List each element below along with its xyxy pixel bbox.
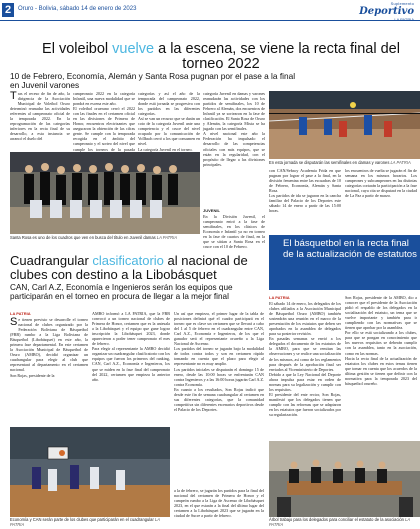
volleyball-caption-2: En esta jornada se disputarán las semifinales en damas y varones LA PATRIA: [269, 160, 411, 165]
volleyball-team-photo: [10, 152, 200, 234]
basketball-caption-1: Economía y CAN serán parte de los clubes que participarán en el cuadrangular LA PATRIA: [10, 517, 160, 527]
headline-accent: vuelve: [112, 41, 155, 57]
statutes-col-2: Son Rojas, presidente de la AMBO, dio a conocer que el presidente de la Asociación pidió el respaldo de los delegados en la socialización del estatuto, un tema que se vuelve importante y también para ir cumpliendo con las normativas que se tienen que aprobar por la asamblea. Por ello se está socializando a los clubes, para que se pongan en conocimiento que los nuevos requisitos se deberán cumplir con la asamblea, tanto en la asociación, como en las normas. Hacia la recta final de la actualización de estatutos los clubes en estos temas tienen que tomar en cuenta que los acuerdos de la última gestión se tienen que definir con la normativa para la temporada 2023 del básquetbol orureño.: [345, 295, 417, 386]
page-number: 2: [2, 3, 14, 17]
volleyball-col-2: campeonato 2022 en la categoría Infantil, una nueva modalidad que se pondrá en escena este año. El voleibol oruerano cerró el 2022 con las finales en el certamen oficial en las divisiones de Primera de Honor, encuentros electrizantes que aseguraron la obtención de las cifras gente. Se cumple con la temporada recogida en el ámbito del campeonato y el sorteo del nivel que cumple los torneos de la pasada: [73, 91, 135, 152]
volleyball-col-6: los encuentros de vuelta se jugarán el fin de semana en los mismos horarios. Los campeones y subcampeones en las distintas categorías cortarán la participación a la fase nacional, cuya cita se disputará en la ciudad de La Paz a partir de marzo.: [345, 168, 417, 199]
volleyball-subhead: 10 de Febrero, Economía, Alemán y Santa Rosa pugnan por el pase a la final en Juvenil varones: [10, 71, 296, 91]
volleyball-col-4b: En la División Juvenil, el campeonato entró a la fase de semifinales, en los clásicos de Economía e Infantil ya no en torneo en la fase de cuartos de final, en la que se sitúan a Santa Rosa en el cruce con el 10 de Febrero.: [203, 214, 265, 250]
delegates-meeting-photo: [269, 441, 420, 517]
volleyball-col-1: Tras el receso de fin de año, la dirigencia de la Asociación Municipal de Voleibol Oruro determinó reanudar las actividades referentes al campeonato oficial de la temporada 2022. En la reprogramación de las categorías inferiores en la recta final de su desarrollo, a esta instancia se arrancó el duelo del: [10, 90, 70, 142]
statutes-col-1: El sábado 14 de enero, los delegados de los clubes afiliados a la Asociación Municipal de Básquetbol Oruro (AMBO) también sostendrán una reunión en el marco de la presentación de los estatutos que deben ser aprobados en la asamblea de delegados para su posterior revisión. En pasadas semanas se envió a los delegados el documento de los estatutos de la AMBO, para que se remitan las observaciones y se realice una socialización de los mismos, así como de los reglamentos para después de la aprobación final ser enviados al Viceministerio de Deportes. Debido a que la Ley Nacional del Deporte ahora impulsa para estar en orden de normas para su legalización y cumplir con los requisitos. El presidente del ente rector, Son Rojas, manifestó que los delegados tienen que cumplir con las reformas que se adaptaron en los estatutos que fueron socializados por su regularización.: [269, 301, 341, 418]
dateline: Oruro - Bolivia, sábado 14 de enero de 2023: [18, 6, 137, 12]
brand-name: Deportivo: [359, 6, 414, 17]
juvenil-kicker: JUVENIL: [203, 208, 220, 213]
basketball-col-2: AMBO informó a LA PATRIA, que la FBB convocó a un torneo nacional de clubes de Primera de Honor, certamen que es la antesala a la Libobásquet y el equipo que gane lograr inscripción la Libobásquet 2023, donde aparecieron a poder tener campeonato el mes de febrero. Para elegir al representante la AMBO decidió organizar un cuadrangular clasificatorio con los equipos que fueron los primeros del ranking, CAN, Carl A.Z., Economía e Ingenieros, los que se miden en la fase final del campeonato del 2022, certamen que empieza la anterior año.: [92, 311, 171, 382]
basketball-byline: LA PATRIA: [10, 311, 31, 316]
supplement-label: Suplemento: [390, 1, 414, 6]
volleyball-col-4: categoría Juvenil en damas y varones reanudarán las actividades con los partidos de semifinales, los 10 de Febrero al Alemán, dos encuentros de Infantil ya se sortearon en la fase de clasificación. El Santa Rosa de Oruro y Alemán, la categoría Mixta se ha jugado con las semifinales. A nivel nacional este año la Federación ha impulsado el desarrollo de las competencias oficiales con más equipos, que se están en la regularidad, con el propósito de llegar a las divisiones principales.: [203, 91, 265, 167]
volleyball-headline: El voleibol vuelve a la escena, se viene la recta final del torneo 2022: [42, 41, 400, 72]
basketball-col-3: Un así que empieza, el primer lugar de la tabla de posiciones definirá qué el cuadro participará en el torneo que es clave un certamen que se llevará a cabo del 1 al 5 de febrero en el cuadrangular entre CAN, Carl A.Z., Economía e Ingenieros, de los que el ganador será el representante orureño a la Liga Nacional de Ascenso. Los partidos del torneo se jugarán bajo la modalidad de todos contra todos y son en certamen rápido tomando en cuenta que el plazo para elegir al representante no es muy amplio. Los partidos iniciales se disputarán el domingo 15 de enero, desde las 10:00 horas se enfrentarán CAN contra Ingenieros y a las 16:00 horas jugarán Carl A.Z. contra Economía. En cuanto a los resultados, Son Rojas indicó que desde este fin de semana cuadrangular al certamen en sus diferentes categorías, que la comunidad competitiva sin diferentes escenarios deportivos desde el Palacio de los Deportes.: [174, 311, 264, 412]
volleyball-col-3: categorías y así el año de la temporada del campeonato 2022, donde está jornada se progresiva con los partidos en las diferentes categorías. Así se van un recurso que se darán un coto de la categoría Juvenil ante una competencia y el cruce del nivel ocupado por la comunicación de Vollbach cerró a los que consumen en nivel. La categoría Juvenil en el torneo.: [138, 91, 200, 152]
volleyball-caption-1: Santa Rosa es uno de los cuadros que ven en busca del título en Juvenil damas LA PATRIA: [10, 235, 177, 240]
page-header: [0, 0, 420, 22]
headline-accent: clasificatorio: [92, 253, 164, 268]
drop-cap: S: [10, 316, 18, 328]
volleyball-col-5: con CAN/Sebacy Academia Frida en que pugnan por lograr el pase a la final, en la división femenina entre las escuadras de 10 de Febrero, Economía, Alemán y Santa Rosa. Los partidos de ida se jugaron en la cancha familiar del Palacio de los Deportes este sábado 14 de enero a partir de las 15:00 horas.: [269, 168, 341, 214]
basketball-subhead: CAN, Carl A.Z, Economía e Ingenieros serán los equipos que participarán en el torneo en procura de llegar a la mejor final: [10, 283, 233, 301]
drop-cap: T: [10, 90, 17, 102]
basketball-statutes-title: El básquetbol en la recta final de la actualización de estatutos: [283, 238, 417, 260]
supplement-logo: [324, 1, 414, 21]
basketball-game-photo: [10, 427, 170, 517]
statutes-byline: LA PATRIA: [269, 295, 290, 300]
volleyball-match-photo: [269, 91, 420, 159]
header-rule: [0, 20, 420, 21]
basketball-col-1: Se tienen previsto se desarrolle el torneo nacional de clubes organizado por la Federación Boliviana de Básquetbol (FBB) rumbo a la Liga Boliviana de Básquetbol (Libobásquet) en este año, la primera fase departamental. En este certamen la Asociación Municipal de Básquetbol de Oruro (AMBO), decidió organizar un cuadrangular para elegir al club que representará al departamento en el certamen nacional. Son Rojas, presidente de la: [10, 316, 88, 378]
basketball-headline: Cuadrangular clasificatorio al nacional de clubes con destino a la Libobásquet: [10, 253, 248, 282]
basketball-col-4: a la de febrero, se jugarán los partidos para la final del nacional del certamen de Primera de Honor y el campeón rumbo a la Liga de Ascenso de Libobásquet 2023, en el que estarán a la final del último lugar del certamen a la Libobásquet 2023 que se jugarán en la ciudad de Sucre a partir de febrero.: [174, 488, 264, 519]
statutes-caption: Árbol trabajo para los delegados para conciliar el estatuto de la asociación LA PATRIA: [269, 517, 410, 527]
